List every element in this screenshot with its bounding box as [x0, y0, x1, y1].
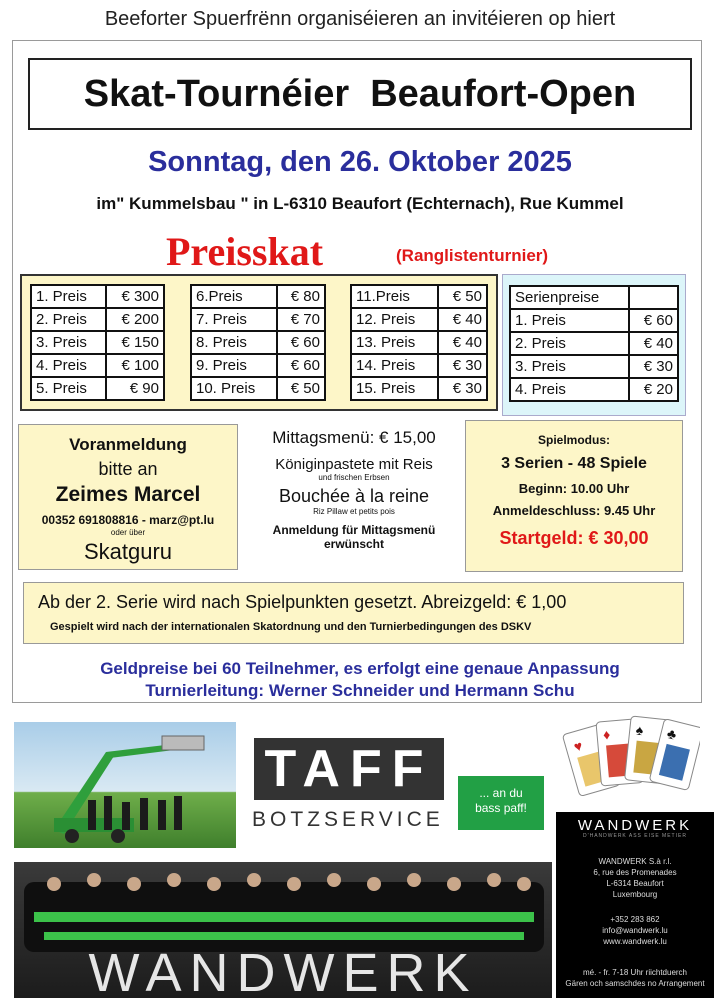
prize-value: € 60	[277, 354, 325, 377]
prize-value: € 60	[277, 331, 325, 354]
table-row	[510, 355, 678, 378]
table-row	[510, 332, 678, 355]
wandwerk-city: L-6314 Beaufort	[606, 879, 664, 888]
prize-value: € 150	[106, 331, 164, 354]
game-mode-title: Spielmodus:	[537, 433, 610, 447]
prize-label: 2. Preis	[510, 332, 629, 355]
svg-text:♥: ♥	[571, 737, 585, 755]
sponsor-wandwerk-info	[556, 812, 714, 998]
table-row	[351, 308, 487, 331]
menu-dish-1-sub: und frischen Erbsen	[318, 473, 390, 482]
wandwerk-hours-2: Gären och samschdes no Arrangement	[565, 979, 705, 988]
prize-value: € 100	[106, 354, 164, 377]
prize-value: € 60	[629, 309, 678, 332]
table-row	[351, 377, 487, 400]
table-row	[191, 308, 325, 331]
wandwerk-tagline: D'HANDWERK ASS EISE METIER	[583, 833, 687, 839]
menu-price: Mittagsmenü: € 15,00	[272, 428, 436, 447]
rules-line-2: Gespielt wird nach der internationalen Skatordnung und den Turnierbedingungen des DSKV	[50, 621, 532, 633]
prize-label: 4. Preis	[31, 354, 106, 377]
wandwerk-street: 6, rue des Promenades	[593, 868, 677, 877]
prize-value: € 30	[438, 354, 487, 377]
menu-note: Anmeldung für Mittagsmenü	[272, 523, 436, 537]
prize-table-1	[30, 284, 165, 401]
table-row	[31, 331, 164, 354]
table-row	[510, 286, 678, 309]
prize-value: € 70	[277, 308, 325, 331]
tournament-directors: Turnierleitung: Werner Schneider und Hermann Schu	[145, 681, 575, 700]
taff-subtitle: BOTZSERVICE	[252, 808, 444, 831]
prize-box	[20, 274, 498, 411]
rules-banner	[23, 582, 684, 644]
menu-dish-1: Königinpastete mit Reis	[275, 456, 433, 473]
wandwerk-team-logo: WANDWERK	[88, 943, 478, 998]
playing-cards-icon	[560, 712, 700, 798]
prize-value: € 300	[106, 285, 164, 308]
game-mode-box	[465, 420, 683, 572]
prize-value: € 50	[438, 285, 487, 308]
series-prize-box	[502, 274, 686, 416]
rules-line-1: Ab der 2. Serie wird nach Spielpunkten gesetzt. Abreizgeld: € 1,00	[38, 592, 567, 612]
registration-contact: 00352 691808816 - marz@pt.lu	[41, 513, 215, 527]
table-row	[31, 308, 164, 331]
lunch-menu	[248, 428, 460, 551]
prize-value: € 20	[629, 378, 678, 401]
svg-text:♦: ♦	[602, 726, 611, 743]
prize-label: 1. Preis	[510, 309, 629, 332]
table-row	[191, 377, 325, 400]
prize-label: 3. Preis	[31, 331, 106, 354]
prize-value: € 200	[106, 308, 164, 331]
intro-line: Beeforter Spuerfrënn organiséieren an invitéieren op hiert	[104, 8, 616, 30]
prize-value: € 80	[277, 285, 325, 308]
prize-label: 3. Preis	[510, 355, 629, 378]
prize-label: 5. Preis	[31, 377, 106, 400]
svg-text:♣: ♣	[665, 724, 679, 743]
game-start: Beginn: 10.00 Uhr	[518, 481, 630, 496]
prize-label: 9. Preis	[191, 354, 277, 377]
ranglisten-label: (Ranglistenturnier)	[396, 246, 549, 265]
game-mode-series: 3 Serien - 48 Spiele	[501, 455, 647, 472]
registration-title: Voranmeldung	[69, 435, 187, 454]
lift-illustration	[14, 722, 236, 848]
poster-title: Skat-Tournéier Beaufort-Open	[28, 58, 692, 130]
menu-dish-2-sub: Riz Pillaw et petits pois	[313, 507, 395, 516]
prize-label: 2. Preis	[31, 308, 106, 331]
prize-label: 10. Preis	[191, 377, 277, 400]
prize-label: 15. Preis	[351, 377, 438, 400]
taff-slogan-1: ... an du	[479, 786, 523, 800]
table-row	[31, 377, 164, 400]
prize-label: 12. Preis	[351, 308, 438, 331]
prize-value: € 50	[277, 377, 325, 400]
taff-logo: TAFF	[254, 738, 444, 800]
sponsor-taff	[244, 730, 549, 840]
taff-slogan	[458, 776, 544, 830]
taff-slogan-2: bass paff!	[475, 801, 527, 815]
prize-label: 13. Preis	[351, 331, 438, 354]
registration-name: Zeimes Marcel	[55, 483, 201, 506]
table-row	[351, 285, 487, 308]
prize-value: € 40	[629, 332, 678, 355]
wandwerk-company: WANDWERK S.à r.l.	[598, 857, 672, 866]
prize-label: 7. Preis	[191, 308, 277, 331]
prize-table-2	[190, 284, 326, 401]
table-row	[31, 354, 164, 377]
sponsor-wandwerk-team-photo	[14, 862, 552, 998]
table-row	[351, 331, 487, 354]
prize-label: 6.Preis	[191, 285, 277, 308]
svg-text:♠: ♠	[635, 721, 645, 739]
registration-or: oder über	[110, 528, 146, 537]
prize-table-3	[350, 284, 488, 401]
preisskat-heading: Preisskat	[166, 229, 324, 274]
series-prize-table	[509, 285, 679, 402]
prize-value: € 90	[106, 377, 164, 400]
table-row	[191, 354, 325, 377]
sponsor-photo-lift	[14, 722, 236, 848]
table-row	[191, 285, 325, 308]
registration-line: bitte an	[98, 459, 158, 479]
prize-money-line: Geldpreise bei 60 Teilnehmer, es erfolgt eine genaue Anpassung	[100, 659, 620, 678]
prize-label: 1. Preis	[31, 285, 106, 308]
prize-value: € 30	[438, 377, 487, 400]
menu-dish-2: Bouchée à la reine	[278, 486, 430, 506]
registration-box	[18, 424, 238, 570]
registration-deadline: Anmeldeschluss: 9.45 Uhr	[492, 503, 656, 518]
table-row	[31, 285, 164, 308]
event-venue: im" Kummelsbau " in L-6310 Beaufort (Echternach), Rue Kummel	[96, 194, 624, 213]
prize-money-note	[0, 658, 720, 702]
prize-label: 14. Preis	[351, 354, 438, 377]
prize-label: 8. Preis	[191, 331, 277, 354]
table-row	[191, 331, 325, 354]
registration-skatguru: Skatguru	[83, 539, 173, 564]
prize-value: € 40	[438, 331, 487, 354]
table-row	[510, 378, 678, 401]
prize-value: € 40	[438, 308, 487, 331]
table-row	[510, 309, 678, 332]
wandwerk-country: Luxembourg	[612, 890, 658, 899]
wandwerk-hours: mé. - fr. 7-18 Uhr riichtduerch	[582, 968, 688, 977]
prize-label: 4. Preis	[510, 378, 629, 401]
wandwerk-web: www.wandwerk.lu	[603, 937, 667, 946]
series-header: Serienpreise	[510, 286, 629, 309]
entry-fee: Startgeld: € 30,00	[499, 528, 649, 548]
table-row	[351, 354, 487, 377]
menu-note-2: erwünscht	[323, 537, 384, 551]
wandwerk-phone: +352 283 862	[610, 915, 660, 924]
wandwerk-email: info@wandwerk.lu	[602, 926, 668, 935]
wandwerk-logo: WANDWERK	[577, 817, 693, 834]
prize-value: € 30	[629, 355, 678, 378]
prize-label: 11.Preis	[351, 285, 438, 308]
event-date: Sonntag, den 26. Oktober 2025	[148, 146, 572, 178]
